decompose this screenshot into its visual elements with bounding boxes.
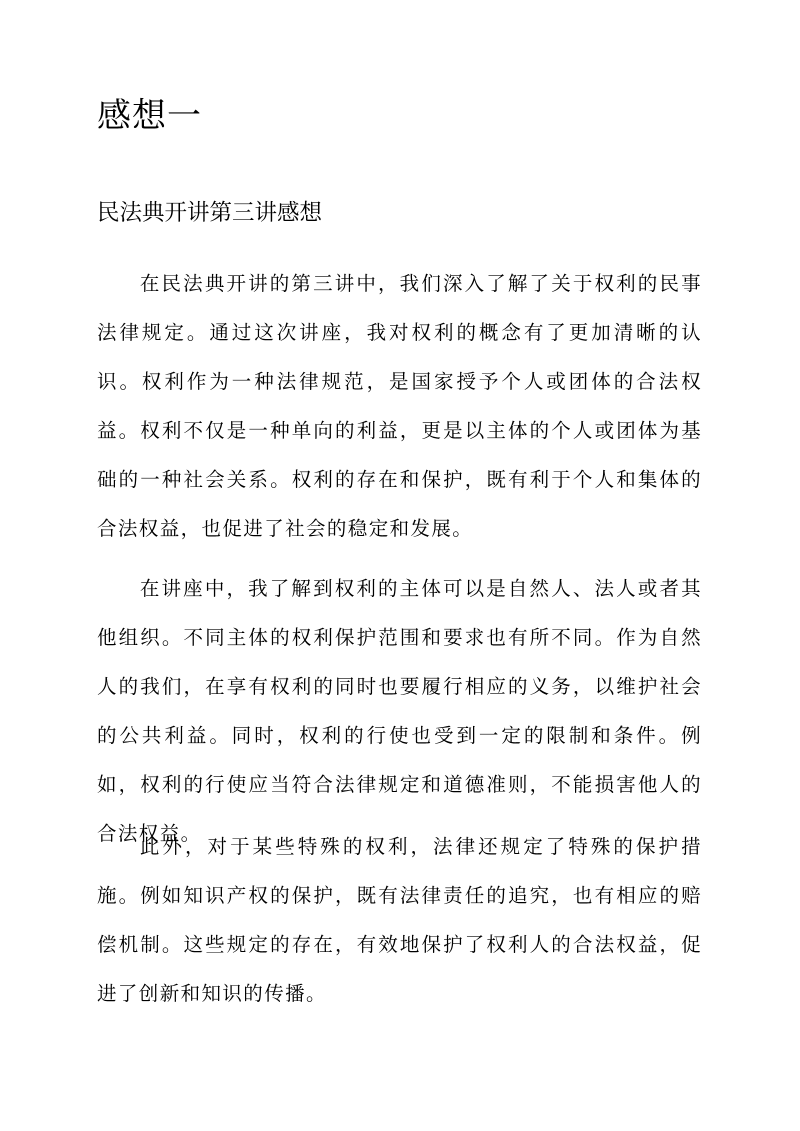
section-subtitle: 民法典开讲第三讲感想 (97, 200, 323, 226)
page-title: 感想一 (97, 96, 202, 136)
body-paragraph-1: 在民法典开讲的第三讲中，我们深入了解了关于权利的民事法律规定。通过这次讲座，我对权利的概念有了更加清晰的认识。权利作为一种法律规范，是国家授予个人或团体的合法权益。权利不仅是一种单向的利益，更是以主体的个人或团体为基础的一种社会关系。权利的存在和保护，既有利于个人和集体的合法权益，也促进了社会的稳定和发展。 (97, 272, 702, 540)
body-paragraph-2: 在讲座中，我了解到权利的主体可以是自然人、法人或者其他组织。不同主体的权利保护范围和要求也有所不同。作为自然人的我们，在享有权利的同时也要履行相应的义务，以维护社会的公共利益。同时，权利的行使也受到一定的限制和条件。例如，权利的行使应当符合法律规定和道德准则，不能损害他人的合法权益。 (97, 577, 702, 845)
body-paragraph-3: 此外，对于某些特殊的权利，法律还规定了特殊的保护措施。例如知识产权的保护，既有法律责任的追究，也有相应的赔偿机制。这些规定的存在，有效地保护了权利人的合法权益，促进了创新和知识的传播。 (97, 835, 702, 1005)
